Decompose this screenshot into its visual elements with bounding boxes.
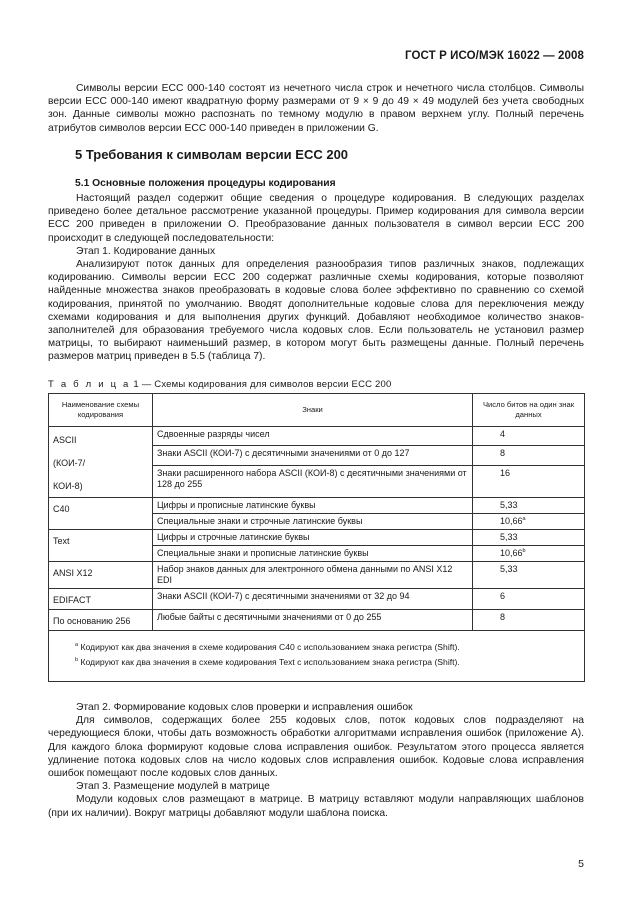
table-row: [49, 498, 585, 514]
bits-cell: [473, 562, 585, 589]
chars-cell: Цифры и прописные латинские буквы: [153, 498, 473, 514]
bits-cell: [473, 427, 585, 446]
table-row: [49, 427, 585, 446]
table-header-row: [49, 394, 585, 427]
page-number: 5: [578, 858, 584, 870]
scheme-name-line: C40: [53, 504, 70, 514]
section-text: [48, 192, 584, 364]
chars-cell: Знаки расширенного набора ASCII (КОИ-8) с десятичными значениями от 128 до 255: [153, 465, 473, 498]
stage-1-label: Этап 1. Кодирование данных: [76, 245, 216, 257]
chars-cell: Знаки ASCII (КОИ-7) с десятичными значениями от 0 до 127: [153, 446, 473, 465]
table-row: [49, 610, 585, 631]
table-caption-text: 1 — Схемы кодирования для символов версии ЕСС 200: [133, 379, 392, 390]
scheme-name-cell: [49, 427, 153, 498]
bits-value: 5,33: [500, 500, 518, 510]
bits-cell: [473, 610, 585, 631]
bits-value: 8: [500, 448, 506, 459]
bits-cell: [473, 514, 585, 530]
header-bits: Число битов на один знак данных: [473, 394, 585, 427]
chars-cell: Цифры и строчные латинские буквы: [153, 530, 473, 546]
bits-value: 4: [500, 429, 506, 439]
bits-value: 5,33: [500, 532, 518, 542]
table-notes: [49, 631, 585, 682]
after-paragraph-2: Модули кодовых слов размещают в матрице. В матрицу вставляют модули направляющих шаблонов (при их наличии). Вокруг матрицы добавляют модули шаблона поиска.: [48, 794, 584, 819]
table-row: [49, 589, 585, 610]
scheme-name-cell: [49, 562, 153, 589]
footnote-mark: b: [522, 548, 526, 554]
table-row: [49, 530, 585, 546]
table-row: [49, 562, 585, 589]
chars-cell: Набор знаков данных для электронного обмена данными по ANSI X12 EDI: [153, 562, 473, 589]
table-caption-prefix: Т а б л и ц а: [48, 379, 131, 390]
section-paragraph-2: Анализируют поток данных для определения разнообразия типов различных знаков, подлежащих кодированию. Символы версии ЕСС 200 содержат различные схемы кодирования, которые позволяют найденные множества знаков преобразовать в кодовые слова более эффективно по сравнению со схемой кодирования, принятой по умолчанию. Вводят дополнительные кодовые слова для переключения между схемами кодирования и для выполнения других функций. Добавляют необходимое количество знаков-заполнителей для образования требуемого числа кодовых слов. Если пользователь не установил размер матрицы, то выбирают наименьший размер, в котором могут быть размещены данные. Полный перечень размеров матриц приведен в 5.5 (таблица 7).: [48, 259, 584, 363]
table-note-text: Кодируют как два значения в схеме кодирования С40 с использованием знака регистра (Shift).: [80, 641, 460, 652]
chars-cell: Сдвоенные разряды чисел: [153, 427, 473, 446]
section-paragraph-1: Настоящий раздел содержит общие сведения о процедуре кодирования. В следующих разделах приведено более детальное рассмотрение указанной процедуры. Пример кодирования для символа версии ЕСС 200 приведен в приложении О. Преобразование данных пользователя в символ версии ЕСС 200 происходит в следующей последовательности:: [48, 193, 584, 244]
scheme-name-line: ANSI X12: [53, 568, 93, 578]
bits-cell: [473, 446, 585, 465]
scheme-name-line: ASCII: [53, 435, 77, 445]
bits-value: 6: [500, 591, 506, 601]
subsection-title: 5.1 Основные положения процедуры кодирования: [75, 178, 336, 189]
chars-cell: Специальные знаки и прописные латинские буквы: [153, 546, 473, 562]
bits-cell: [473, 530, 585, 546]
table-notes-row: [49, 631, 585, 682]
scheme-name-cell: [49, 498, 153, 530]
bits-cell: [473, 498, 585, 514]
footnote-mark: b: [75, 656, 79, 663]
scheme-name-line: Text: [53, 536, 70, 546]
bits-value: 10,66: [500, 516, 523, 526]
bits-cell: [473, 465, 585, 498]
table-note-text: Кодируют как два значения в схеме кодирования Text с использованием знака регистра (Shift).: [80, 656, 460, 667]
scheme-name-cell: [49, 530, 153, 562]
table-caption: [48, 379, 392, 390]
scheme-name-line: По основанию 256: [53, 616, 131, 626]
bits-value: 8: [500, 612, 506, 622]
bits-value: 10,66: [500, 548, 523, 558]
encoding-schemes-table: [48, 393, 585, 682]
footnote-mark: a: [75, 642, 79, 648]
bits-value: 5,33: [500, 564, 518, 574]
intro-text: [48, 82, 584, 135]
scheme-name-line: (КОИ-7/: [53, 458, 86, 468]
chars-cell: Специальные знаки и строчные латинские буквы: [153, 514, 473, 530]
bits-cell: [473, 589, 585, 610]
header-chars: Знаки: [153, 394, 473, 427]
document-header: ГОСТ Р ИСО/МЭК 16022 — 2008: [405, 50, 584, 62]
header-scheme-name: Наименование схемы кодирования: [49, 394, 153, 427]
after-table-text: [48, 701, 584, 820]
chars-cell: Знаки ASCII (КОИ-7) с десятичными значениями от 32 до 94: [153, 589, 473, 610]
stage-3-label: Этап 3. Размещение модулей в матрице: [76, 781, 270, 793]
bits-cell: [473, 546, 585, 562]
footnote-mark: a: [522, 516, 526, 522]
scheme-name-line: КОИ-8): [53, 481, 83, 491]
scheme-name-line: EDIFACT: [53, 595, 92, 605]
table-body: [49, 427, 585, 631]
chars-cell: Любые байты с десятичными значениями от 0 до 255: [153, 610, 473, 631]
stage-2-label: Этап 2. Формирование кодовых слов проверки и исправления ошибок: [76, 702, 413, 713]
scheme-name-cell: [49, 589, 153, 610]
after-paragraph-1: Для символов, содержащих более 255 кодовых слов, поток кодовых слов подразделяют на чередующиеся блоки, чтобы дать возможность обработки алгоритмами исправления ошибок (приложение А). Для каждого блока формируют кодовые слова исправления ошибок. Результатом этого процесса является удлинение потока кодовых слов на число кодовых слов исправления ошибок. Кодовые слова исправления ошибок помещают после кодовых слов данных.: [48, 715, 584, 780]
table-note: [55, 654, 578, 669]
intro-paragraph: Символы версии ЕСС 000-140 состоят из нечетного числа строк и нечетного числа столбцов. Символы версии ЕСС 000-140 имеют квадратную форму размерами от 9 × 9 до 49 × 49 модулей без учета свободных зон. Данные символы можно распознать по темному модулю в правом верхнем углу. Полный перечень атрибутов символов версии ЕСС 000-140 приведен в приложении G.: [48, 83, 584, 134]
section-title: 5 Требования к символам версии ЕСС 200: [75, 147, 349, 162]
table-note: [55, 639, 578, 654]
bits-value: 16: [500, 467, 511, 478]
scheme-name-cell: [49, 610, 153, 631]
